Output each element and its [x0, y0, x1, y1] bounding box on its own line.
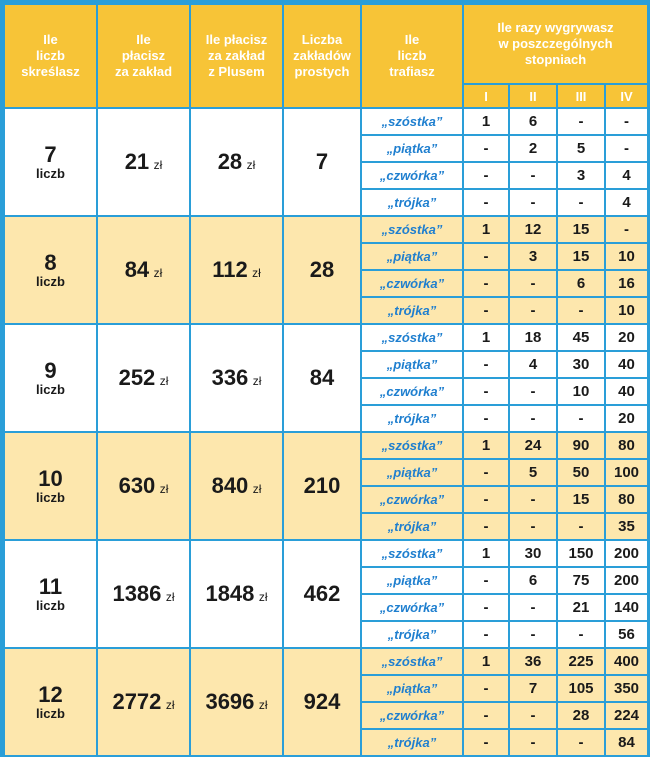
tier-3-count: 90: [558, 433, 604, 458]
hit-label: „czwórka”: [362, 271, 462, 296]
tier-2-count: 7: [510, 676, 556, 701]
tier-2-count: 2: [510, 136, 556, 161]
price-plus-cell: [191, 325, 282, 431]
tier-1-count: -: [464, 190, 508, 215]
numbers-picked-word: liczb: [36, 382, 65, 397]
tier-2-count: 4: [510, 352, 556, 377]
tier-4-count: 40: [606, 352, 647, 377]
tier-4-count: 200: [606, 568, 647, 593]
tier-1-count: -: [464, 244, 508, 269]
tier-3-count: 75: [558, 568, 604, 593]
hit-label: „szóstka”: [362, 649, 462, 674]
tier-4-count: 20: [606, 406, 647, 431]
hit-label: „piątka”: [362, 136, 462, 161]
tier-4-count: 10: [606, 244, 647, 269]
price-cell: [98, 217, 189, 323]
tier-2-count: 24: [510, 433, 556, 458]
tier-1-count: -: [464, 460, 508, 485]
header-bets-line2: zakładów: [293, 48, 351, 63]
tier-1-count: 1: [464, 217, 508, 242]
numbers-picked-cell: [5, 325, 96, 431]
hit-label: „trójka”: [362, 514, 462, 539]
tier-3-count: 6: [558, 271, 604, 296]
tier-3-count: 21: [558, 595, 604, 620]
numbers-picked-value: 9: [44, 358, 57, 383]
tier-2-count: 3: [510, 244, 556, 269]
price-value: 1386: [112, 581, 162, 606]
tier-2-count: -: [510, 379, 556, 404]
currency-label: zł: [252, 482, 262, 496]
numbers-picked-cell: [5, 649, 96, 755]
tier-2-count: -: [510, 622, 556, 647]
tier-2-count: 36: [510, 649, 556, 674]
simple-bets-cell: 462: [284, 541, 360, 647]
tier-1-count: -: [464, 703, 508, 728]
tier-2-count: -: [510, 595, 556, 620]
hit-label: „trójka”: [362, 730, 462, 755]
header-wins-line1: Ile razy wygrywasz: [497, 20, 614, 35]
tier-4-count: 80: [606, 433, 647, 458]
tier-4-count: 40: [606, 379, 647, 404]
tier-1-count: -: [464, 622, 508, 647]
tier-2-count: -: [510, 703, 556, 728]
price-cell: [98, 109, 189, 215]
currency-label: zł: [246, 158, 256, 172]
tier-header-1: I: [464, 85, 508, 107]
price-value: 630: [118, 473, 156, 498]
hit-label: „czwórka”: [362, 163, 462, 188]
tier-1-count: -: [464, 514, 508, 539]
price-plus-value: 840: [211, 473, 249, 498]
numbers-picked-cell: [5, 541, 96, 647]
lotto-system-bets-table: [3, 3, 649, 757]
tier-4-count: 84: [606, 730, 647, 755]
tier-3-count: 150: [558, 541, 604, 566]
header-price-plus-line2: za zakład: [207, 48, 266, 63]
numbers-picked-value: 11: [38, 574, 63, 599]
hit-label: „piątka”: [362, 352, 462, 377]
header-wins-per-tier: [464, 5, 647, 83]
table-row: [5, 649, 647, 674]
header-wins-line3: stopniach: [524, 52, 587, 67]
header-numbers-line3: skreślasz: [21, 64, 80, 79]
header-hit-line3: trafiasz: [389, 64, 435, 79]
tier-4-count: 350: [606, 676, 647, 701]
tier-3-count: 50: [558, 460, 604, 485]
hit-label: „szóstka”: [362, 217, 462, 242]
tier-4-count: 80: [606, 487, 647, 512]
tier-3-count: 5: [558, 136, 604, 161]
tier-1-count: -: [464, 730, 508, 755]
tier-2-count: 6: [510, 568, 556, 593]
tier-3-count: -: [558, 406, 604, 431]
tier-4-count: 100: [606, 460, 647, 485]
table-row: [5, 433, 647, 458]
hit-label: „szóstka”: [362, 109, 462, 134]
tier-4-count: 400: [606, 649, 647, 674]
currency-label: zł: [159, 374, 169, 388]
tier-3-count: 15: [558, 487, 604, 512]
tier-1-count: -: [464, 298, 508, 323]
price-plus-value: 336: [211, 365, 249, 390]
price-value: 252: [118, 365, 156, 390]
header-price-plus-line1: Ile płacisz: [205, 32, 268, 47]
numbers-picked-word: liczb: [36, 598, 65, 613]
price-plus-cell: [191, 541, 282, 647]
header-price: [98, 5, 189, 107]
currency-label: zł: [153, 266, 163, 280]
price-plus-cell: [191, 649, 282, 755]
tier-2-count: 12: [510, 217, 556, 242]
tier-2-count: -: [510, 271, 556, 296]
hit-label: „czwórka”: [362, 703, 462, 728]
price-cell: [98, 541, 189, 647]
tier-3-count: 15: [558, 244, 604, 269]
numbers-picked-value: 7: [44, 142, 57, 167]
tier-2-count: -: [510, 730, 556, 755]
tier-1-count: 1: [464, 649, 508, 674]
header-price-plus: [191, 5, 282, 107]
header-hit-line2: liczb: [397, 48, 427, 63]
tier-3-count: 15: [558, 217, 604, 242]
header-numbers-line2: liczb: [36, 48, 65, 63]
hit-label: „czwórka”: [362, 379, 462, 404]
hit-label: „piątka”: [362, 676, 462, 701]
header-price-line3: za zakład: [114, 64, 173, 79]
tier-2-count: -: [510, 298, 556, 323]
tier-3-count: 30: [558, 352, 604, 377]
header-price-line1: Ile: [136, 32, 151, 47]
price-cell: [98, 325, 189, 431]
tier-3-count: 28: [558, 703, 604, 728]
tier-1-count: 1: [464, 433, 508, 458]
tier-header-3: III: [558, 85, 604, 107]
table-body: [5, 109, 647, 755]
price-value: 84: [124, 257, 150, 282]
tier-3-count: 105: [558, 676, 604, 701]
simple-bets-cell: 7: [284, 109, 360, 215]
numbers-picked-word: liczb: [36, 490, 65, 505]
hit-label: „piątka”: [362, 460, 462, 485]
hit-label: „szóstka”: [362, 433, 462, 458]
tier-3-count: -: [558, 109, 604, 134]
tier-2-count: 18: [510, 325, 556, 350]
tier-header-4: IV: [606, 85, 647, 107]
table-row: [5, 109, 647, 134]
tier-4-count: 200: [606, 541, 647, 566]
currency-label: zł: [153, 158, 163, 172]
hit-label: „trójka”: [362, 298, 462, 323]
currency-label: zł: [165, 590, 175, 604]
header-bets-line1: Liczba: [301, 32, 343, 47]
tier-1-count: -: [464, 163, 508, 188]
currency-label: zł: [252, 266, 261, 280]
numbers-picked-value: 12: [38, 682, 63, 707]
simple-bets-cell: 210: [284, 433, 360, 539]
simple-bets-cell: 84: [284, 325, 360, 431]
tier-1-count: -: [464, 568, 508, 593]
hit-label: „szóstka”: [362, 325, 462, 350]
hit-label: „piątka”: [362, 244, 462, 269]
tier-1-count: -: [464, 352, 508, 377]
hit-label: „czwórka”: [362, 487, 462, 512]
numbers-picked-value: 8: [44, 250, 57, 275]
price-value: 21: [124, 149, 150, 174]
simple-bets-cell: 28: [284, 217, 360, 323]
numbers-picked-cell: [5, 217, 96, 323]
header-price-plus-line3: z Plusem: [208, 64, 265, 79]
tier-2-count: 6: [510, 109, 556, 134]
tier-3-count: -: [558, 514, 604, 539]
tier-4-count: 4: [606, 190, 647, 215]
hit-label: „trójka”: [362, 190, 462, 215]
tier-2-count: -: [510, 514, 556, 539]
hit-label: „piątka”: [362, 568, 462, 593]
tier-4-count: -: [606, 136, 647, 161]
tier-1-count: -: [464, 379, 508, 404]
tier-1-count: 1: [464, 325, 508, 350]
tier-2-count: -: [510, 163, 556, 188]
tier-3-count: 45: [558, 325, 604, 350]
tier-4-count: 56: [606, 622, 647, 647]
currency-label: zł: [165, 698, 175, 712]
price-value: 2772: [112, 689, 162, 714]
numbers-picked-cell: [5, 109, 96, 215]
tier-3-count: -: [558, 622, 604, 647]
tier-1-count: -: [464, 487, 508, 512]
header-wins-line2: w poszczególnych: [498, 36, 613, 51]
price-plus-value: 3696: [205, 689, 255, 714]
numbers-picked-word: liczb: [36, 166, 65, 181]
tier-1-count: -: [464, 406, 508, 431]
currency-label: zł: [159, 482, 169, 496]
hit-label: „szóstka”: [362, 541, 462, 566]
currency-label: zł: [252, 374, 262, 388]
tier-4-count: 10: [606, 298, 647, 323]
tier-1-count: -: [464, 595, 508, 620]
price-plus-cell: [191, 217, 282, 323]
price-plus-cell: [191, 433, 282, 539]
simple-bets-cell: 924: [284, 649, 360, 755]
tier-1-count: 1: [464, 109, 508, 134]
header-simple-bets: [284, 5, 360, 107]
price-plus-value: 1848: [205, 581, 255, 606]
price-plus-value: 112: [212, 257, 248, 282]
tier-1-count: -: [464, 136, 508, 161]
table-row: [5, 541, 647, 566]
hit-label: „trójka”: [362, 406, 462, 431]
price-plus-cell: [191, 109, 282, 215]
header-numbers-line1: Ile: [43, 32, 58, 47]
tier-4-count: 20: [606, 325, 647, 350]
tier-header-2: II: [510, 85, 556, 107]
price-cell: [98, 649, 189, 755]
header-numbers-hit: [362, 5, 462, 107]
tier-4-count: -: [606, 109, 647, 134]
tier-4-count: -: [606, 217, 647, 242]
tier-4-count: 16: [606, 271, 647, 296]
tier-4-count: 224: [606, 703, 647, 728]
tier-2-count: 30: [510, 541, 556, 566]
numbers-picked-cell: [5, 433, 96, 539]
tier-3-count: -: [558, 298, 604, 323]
tier-3-count: 225: [558, 649, 604, 674]
tier-2-count: 5: [510, 460, 556, 485]
tier-3-count: 3: [558, 163, 604, 188]
tier-1-count: 1: [464, 541, 508, 566]
tier-2-count: -: [510, 190, 556, 215]
tier-4-count: 4: [606, 163, 647, 188]
numbers-picked-word: liczb: [36, 274, 65, 289]
numbers-picked-value: 10: [38, 466, 63, 491]
tier-2-count: -: [510, 406, 556, 431]
hit-label: „trójka”: [362, 622, 462, 647]
table-row: [5, 325, 647, 350]
tier-4-count: 140: [606, 595, 647, 620]
table-row: [5, 217, 647, 242]
header-hit-line1: Ile: [404, 32, 420, 47]
currency-label: zł: [258, 590, 268, 604]
currency-label: zł: [258, 698, 268, 712]
tier-3-count: 10: [558, 379, 604, 404]
hit-label: „czwórka”: [362, 595, 462, 620]
tier-1-count: -: [464, 676, 508, 701]
price-cell: [98, 433, 189, 539]
header-numbers-picked: [5, 5, 96, 107]
tier-4-count: 35: [606, 514, 647, 539]
header-bets-line3: prostych: [294, 64, 350, 79]
header-price-line2: płacisz: [121, 48, 166, 63]
tier-2-count: -: [510, 487, 556, 512]
numbers-picked-word: liczb: [36, 706, 65, 721]
tier-1-count: -: [464, 271, 508, 296]
tier-3-count: -: [558, 190, 604, 215]
tier-3-count: -: [558, 730, 604, 755]
price-plus-value: 28: [217, 149, 243, 174]
